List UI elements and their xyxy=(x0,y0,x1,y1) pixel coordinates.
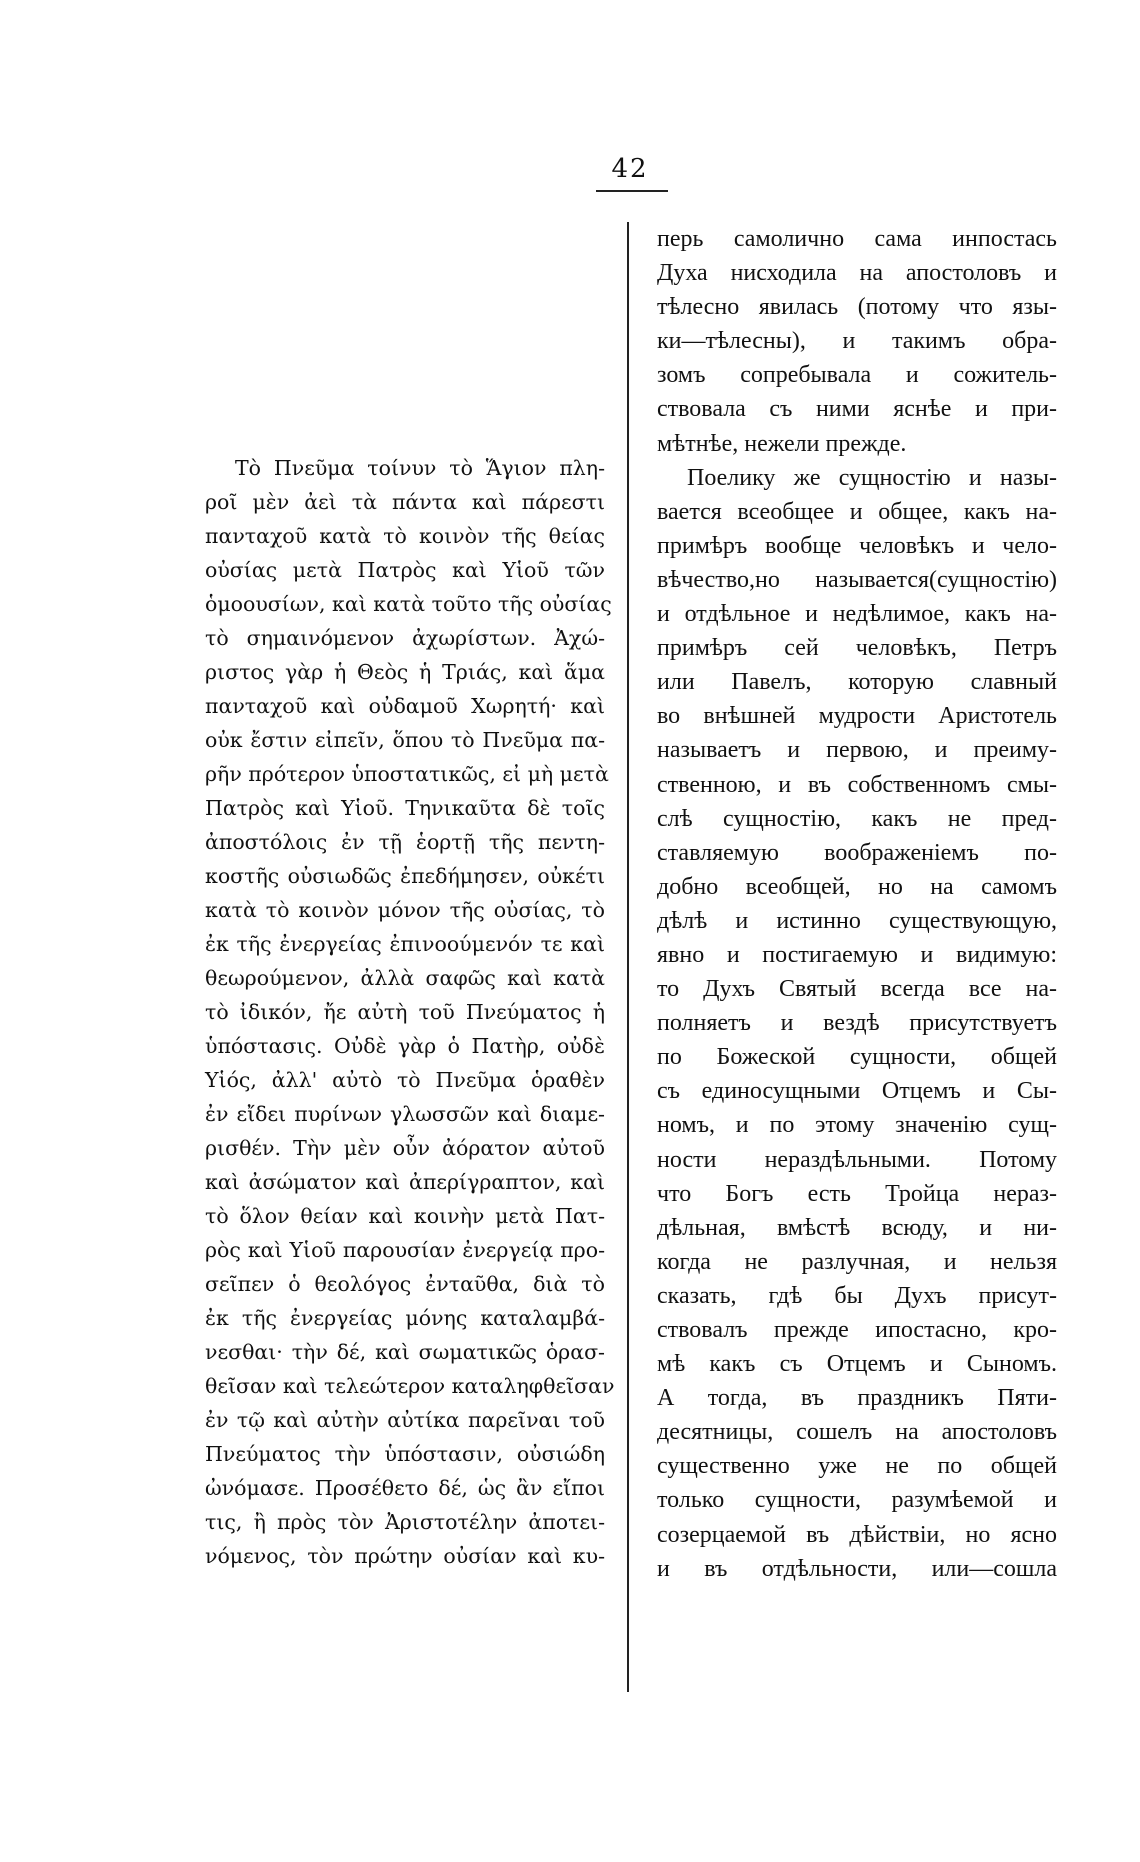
text-line: слѣ сущностію, какъ не пред- xyxy=(657,805,1057,832)
text-line: τὸ ὅλον θείαν καὶ κοινὴν μετὰ Πατ- xyxy=(205,1204,605,1228)
text-line: полняетъ и вездѣ присутствуетъ xyxy=(657,1010,1057,1037)
text-line: ставляемую воображеніемъ по- xyxy=(657,839,1057,866)
text-line: Τὸ Πνεῦμα τοίνυν τὸ Ἅγιον πλη- xyxy=(235,456,605,480)
text-line: ὁμοουσίων, καὶ κατὰ τοῦτο τῆς οὐσίας xyxy=(205,592,612,616)
text-line: σεῖπεν ὁ θεολόγος ἐνταῦθα, διὰ τὸ xyxy=(205,1272,605,1296)
text-line: τὸ ἰδικόν, ἤε αὐτὴ τοῦ Πνεύματος ἡ xyxy=(205,1000,605,1024)
text-line: ἀποστόλοις ἐν τῇ ἑορτῇ τῆς πεντη- xyxy=(205,830,605,854)
text-line: Υἱός, ἀλλ' αὐτὸ τὸ Πνεῦμα ὁραθὲν xyxy=(205,1068,605,1092)
text-line: съ единосущными Отцемъ и Сы- xyxy=(657,1078,1057,1105)
text-line: κατὰ τὸ κοινὸν μόνον τῆς οὐσίας, τὸ xyxy=(205,898,605,922)
text-line: или Павелъ, которую славный xyxy=(657,669,1057,696)
text-line: добно всеобщей, но на самомъ xyxy=(657,873,1057,900)
text-line: κοστῆς οὐσιωδῶς ἐπεδήμησεν, οὐκέτι xyxy=(205,864,605,888)
text-line: ὑπόστασις. Οὐδὲ γὰρ ὁ Πατὴρ, οὐδὲ xyxy=(205,1034,605,1058)
text-line: А тогда, въ праздникъ Пяти- xyxy=(657,1385,1057,1412)
text-line: οὐκ ἔστιν εἰπεῖν, ὅπου τὸ Πνεῦμα πα- xyxy=(205,728,605,752)
text-line: ствовала съ ними яснѣе и при- xyxy=(657,396,1057,423)
text-line: ὠνόμασε. Προσέθετο δέ, ὡς ἂν εἴποι xyxy=(205,1476,605,1500)
column-divider xyxy=(627,222,629,1692)
text-line: вѣчество,но называется(сущностію) xyxy=(657,566,1057,593)
text-line: θεῖσαν καὶ τελεώτερον καταληφθεῖσαν xyxy=(205,1374,615,1398)
text-line: явно и постигаемую и видимую: xyxy=(657,941,1057,968)
text-line: ρῆν πρότερον ὑποστατικῶς, εἰ μὴ μετὰ xyxy=(205,762,609,786)
text-line: τις, ἢ πρὸς τὸν Ἀριστοτέλην ἀποτει- xyxy=(205,1510,605,1534)
text-line: созерцаемой въ дѣйствіи, но ясно xyxy=(657,1521,1057,1548)
text-line: πανταχοῦ καὶ οὐδαμοῦ Χωρητή· καὶ xyxy=(205,694,605,718)
text-line: мѣ какъ съ Отцемъ и Сыномъ. xyxy=(657,1351,1057,1378)
text-line: ἐκ τῆς ἐνεργείας ἐπινοούμενόν τε καὶ xyxy=(205,932,605,956)
text-line: во внѣшней мудрости Аристотель xyxy=(657,703,1057,730)
text-line: νόμενος, τὸν πρώτην οὐσίαν καὶ κυ- xyxy=(205,1544,605,1568)
text-line: вается всеобщее и общее, какъ на- xyxy=(657,498,1057,525)
greek-text-column xyxy=(205,451,615,1573)
text-line: примѣръ сей человѣкъ, Петръ xyxy=(657,635,1057,662)
text-line: десятницы, сошелъ на апостоловъ xyxy=(657,1419,1057,1446)
text-line: ἐκ τῆς ἐνεργείας μόνης καταλαμβά- xyxy=(205,1306,605,1330)
text-line: только сущности, разумѣемой и xyxy=(657,1487,1057,1514)
text-line: ροῖ μὲν ἀεὶ τὰ πάντα καὶ πάρεστι xyxy=(205,490,605,514)
text-line: примѣръ вообще человѣкъ и чело- xyxy=(657,532,1057,559)
text-line: дѣльная, вмѣстѣ всюду, и ни- xyxy=(657,1214,1057,1241)
text-line: то Духъ Святый всегда все на- xyxy=(657,976,1057,1003)
text-line: ριστος γὰρ ἡ Θεὸς ἡ Τριάς, καὶ ἅμα xyxy=(205,660,605,684)
text-line: существенно уже не по общей xyxy=(657,1453,1057,1480)
text-line: номъ, и по этому значенію сущ- xyxy=(657,1112,1057,1139)
page-number: 42 xyxy=(611,154,649,184)
text-line: Духа нисходила на апостоловъ и xyxy=(657,260,1057,287)
text-line: Поелику же сущностію и назы- xyxy=(687,464,1057,491)
text-line: когда не разлучная, и нельзя xyxy=(657,1248,1057,1275)
text-line: ки—тѣлесны), и такимъ обра- xyxy=(657,328,1057,355)
text-line: мѣтнѣе, нежели прежде. xyxy=(657,430,907,457)
text-line: τὸ σημαινόμενον ἀχωρίστων. Ἀχώ- xyxy=(205,626,605,650)
text-line: называетъ и первою, и преиму- xyxy=(657,737,1057,764)
text-line: ности нераздѣльными. Потому xyxy=(657,1146,1057,1173)
russian-text-column xyxy=(657,222,1057,1586)
text-line: сказать, гдѣ бы Духъ присут- xyxy=(657,1282,1057,1309)
text-line: ρὸς καὶ Υἱοῦ παρουσίαν ἐνεργείᾳ προ- xyxy=(205,1238,605,1262)
text-line: θεωρούμενον, ἀλλὰ σαφῶς καὶ κατὰ xyxy=(205,966,605,990)
text-line: тѣлесно явилась (потому что язы- xyxy=(657,294,1057,321)
text-line: Πνεύματος τὴν ὑπόστασιν, οὐσιώδη xyxy=(205,1442,605,1466)
text-line: ρισθέν. Τὴν μὲν οὖν ἀόρατον αὐτοῦ xyxy=(205,1136,605,1160)
text-line: καὶ ἀσώματον καὶ ἀπερίγραπτον, καὶ xyxy=(205,1170,605,1194)
text-line: οὐσίας μετὰ Πατρὸς καὶ Υἱοῦ τῶν xyxy=(205,558,605,582)
text-line: ἐν τῷ καὶ αὐτὴν αὐτίκα παρεῖναι τοῦ xyxy=(205,1408,605,1432)
text-line: и въ отдѣльности, или—сошла xyxy=(657,1555,1057,1582)
page-number-rule xyxy=(596,190,668,192)
text-line: ἐν εἴδει πυρίνων γλωσσῶν καὶ διαμε- xyxy=(205,1102,605,1126)
text-line: что Богъ есть Тройца нераз- xyxy=(657,1180,1057,1207)
text-line: ственною, и въ собственномъ смы- xyxy=(657,771,1057,798)
text-line: и отдѣльное и недѣлимое, какъ на- xyxy=(657,601,1057,628)
text-line: дѣлѣ и истинно существующую, xyxy=(657,907,1057,934)
text-line: νεσθαι· τὴν δέ, καὶ σωματικῶς ὁρασ- xyxy=(205,1340,605,1364)
text-line: ствовалъ прежде ипостасно, кро- xyxy=(657,1317,1057,1343)
text-line: по Божеской сущности, общей xyxy=(657,1044,1057,1071)
text-line: перь самолично сама инпостась xyxy=(657,226,1057,252)
text-line: зомъ сопребывала и сожитель- xyxy=(657,362,1057,389)
text-line: πανταχοῦ κατὰ τὸ κοινὸν τῆς θείας xyxy=(205,524,605,548)
text-line: Πατρὸς καὶ Υἱοῦ. Τηνικαῦτα δὲ τοῖς xyxy=(205,796,605,820)
